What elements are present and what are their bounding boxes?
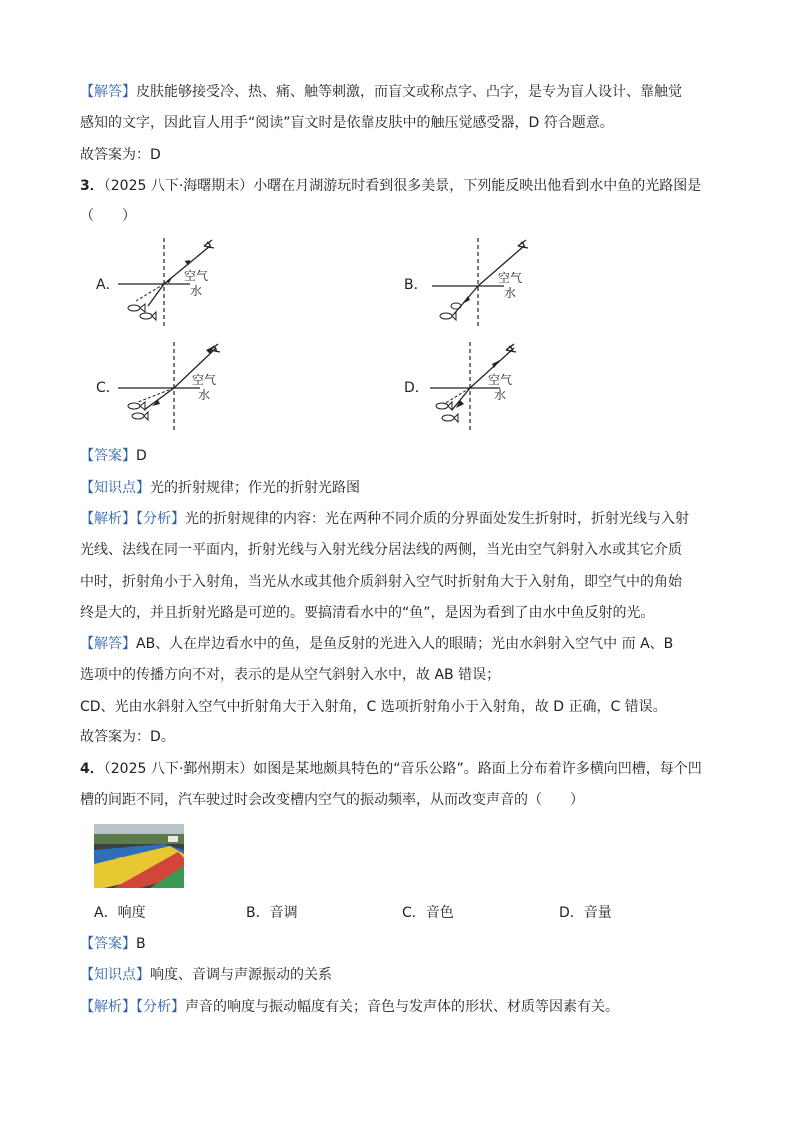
q3-answer-line: 故答案为：D。 — [80, 729, 175, 745]
eye-icon — [518, 240, 528, 248]
solution-tag: 【解答】 — [80, 636, 136, 652]
option-a-label: A． — [96, 277, 120, 293]
water-label: 水 — [190, 284, 203, 298]
fish-icon — [440, 303, 461, 320]
fish-icon — [128, 304, 156, 320]
analysis-tag: 【解析】 — [80, 999, 136, 1015]
option-a-diagram — [118, 236, 228, 328]
q4-analysis-line-1: 【解析】【分析】声音的响度与振动幅度有关；音色与发声体的形状、材质等因素有关。 — [80, 999, 619, 1015]
option-b-label: B． — [404, 277, 428, 293]
q4-stem-line-2: 槽的间距不同，汽车驶过时会改变槽内空气的振动频率，从而改变声音的（ ） — [80, 792, 584, 808]
question-source: （2025 八下·海曙期末） — [103, 178, 254, 194]
q3-stem-line-1: 3．（2025 八下·海曙期末）小曙在月湖游玩时看到很多美景，下列能反映出他看到水中鱼的光路图是 — [80, 178, 702, 194]
water-label: 水 — [198, 388, 211, 402]
q3-solution-line-1: 【解答】AB、人在岸边看水中的鱼，是鱼反射的光进入人的眼睛；光由水斜射入空气中 而 A、B — [80, 636, 674, 652]
q3-solution-line-2: 选项中的传播方向不对，表示的是从空气斜射入水中，故 AB 错误； — [80, 667, 501, 683]
fish-icon — [128, 402, 148, 420]
q2-solution-line-1: 【解答】皮肤能够接受冷、热、痛、触等刺激，而盲文或称点字、凸字，是专为盲人设计、靠触觉 — [80, 84, 682, 100]
q4-answer: 【答案】B — [80, 936, 146, 952]
fish-icon — [436, 402, 458, 422]
option-b-diagram — [432, 236, 542, 328]
air-label: 空气 — [498, 271, 523, 285]
air-label: 空气 — [192, 373, 217, 387]
question-number: 3． — [80, 178, 104, 194]
q3-analysis-line-4: 终是大的，并且折射光路是可逆的。要搞清看水中的“鱼”，是因为看到了由水中鱼反射的光。 — [80, 605, 655, 621]
solution-tag: 【解答】 — [80, 84, 136, 100]
fenxi-tag: 【分析】 — [136, 511, 185, 527]
q3-analysis-line-3: 中时，折射角小于入射角，当光从水或其他介质斜射入空气时折射角大于入射角，即空气中的角始 — [80, 574, 682, 590]
q3-analysis-line-2: 光线、法线在同一平面内，折射光线与入射光线分居法线的两侧，当光由空气斜射入水或其它介质 — [80, 542, 682, 558]
q4-stem-line-1: 4．（2025 八下·鄞州期末）如图是某地颇具特色的“音乐公路”。路面上分布着许多横向凹槽，每个凹 — [80, 761, 702, 777]
knowledge-tag: 【知识点】 — [80, 967, 150, 983]
water-label: 水 — [504, 286, 517, 300]
q3-analysis-line-1: 【解析】【分析】光的折射规律的内容：光在两种不同介质的分界面处发生折射时，折射光线与入射 — [80, 511, 689, 527]
answer-tag: 【答案】 — [80, 448, 136, 464]
music-road-photo — [94, 824, 184, 888]
option-c-diagram — [118, 340, 228, 432]
q4-option-a: A．响度 — [94, 905, 146, 921]
question-source: （2025 八下·鄞州期末） — [103, 761, 254, 777]
q3-stem-line-2: （ ） — [80, 208, 136, 224]
eye-icon — [506, 344, 516, 352]
option-d-label: D． — [404, 380, 429, 396]
q3-solution-line-3: CD、光由水斜射入空气中折射角大于入射角，C 选项折射角小于入射角，故 D 正确，C 错误。 — [80, 699, 667, 715]
water-label: 水 — [494, 388, 507, 402]
analysis-tag: 【解析】 — [80, 511, 136, 527]
eye-icon — [204, 240, 214, 248]
question-number: 4． — [80, 761, 104, 777]
air-label: 空气 — [488, 373, 513, 387]
option-d-diagram — [430, 340, 540, 432]
answer-tag: 【答案】 — [80, 936, 136, 952]
fenxi-tag: 【分析】 — [136, 999, 185, 1015]
q3-answer: 【答案】D — [80, 448, 147, 464]
air-label: 空气 — [184, 269, 209, 283]
q2-answer-line: 故答案为：D — [80, 147, 161, 163]
q3-knowledge: 【知识点】光的折射规律；作光的折射光路图 — [80, 480, 360, 496]
q4-option-d: D．音量 — [559, 905, 612, 921]
knowledge-tag: 【知识点】 — [80, 480, 150, 496]
q2-solution-line-2: 感知的文字，因此盲人用手“阅读”盲文时是依靠皮肤中的触压觉感受器，D 符合题意。 — [80, 115, 614, 131]
q4-option-c: C．音色 — [402, 905, 454, 921]
q4-knowledge: 【知识点】响度、音调与声源振动的关系 — [80, 967, 332, 983]
option-c-label: C． — [96, 380, 120, 396]
q4-option-b: B．音调 — [246, 905, 298, 921]
